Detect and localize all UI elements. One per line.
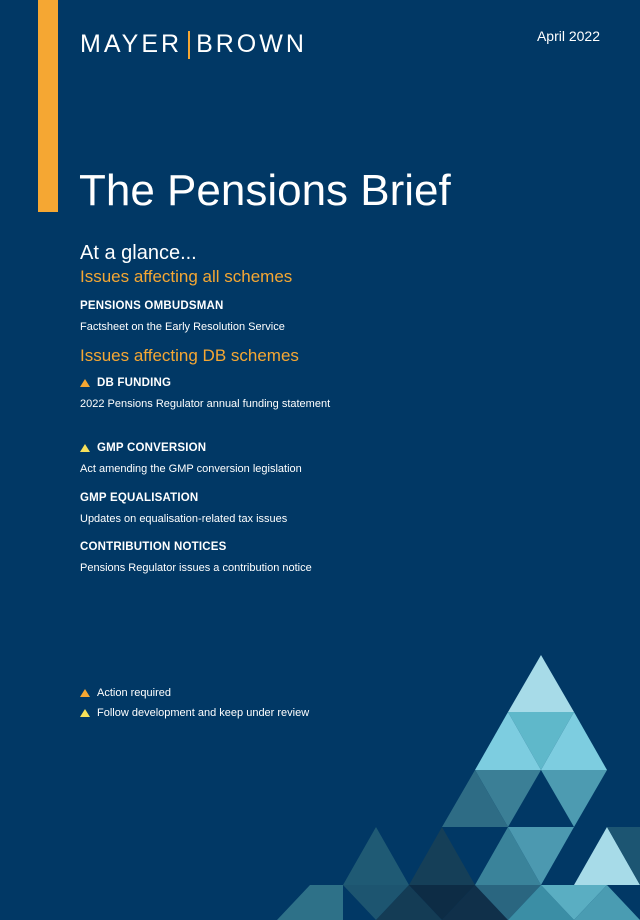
logo-left: MAYER <box>80 30 183 58</box>
item-text: Updates on equalisation-related tax issues <box>80 513 288 525</box>
legend-follow-development: Follow development and keep under review <box>80 707 309 719</box>
item-heading: PENSIONS OMBUDSMAN <box>80 300 224 312</box>
item-heading: GMP CONVERSION <box>97 442 207 454</box>
item-text: Factsheet on the Early Resolution Service <box>80 321 285 333</box>
item-heading: DB FUNDING <box>97 377 172 389</box>
item-heading: CONTRIBUTION NOTICES <box>80 541 227 553</box>
issue-date: April 2022 <box>536 28 600 44</box>
item-text: Pensions Regulator issues a contribution notice <box>80 562 312 574</box>
item-heading: GMP EQUALISATION <box>80 492 199 504</box>
item-text: Act amending the GMP conversion legislation <box>80 463 302 475</box>
logo-right: BROWN <box>196 30 307 58</box>
legend-action-required: Action required <box>80 687 171 699</box>
at-a-glance-heading: At a glance... <box>80 242 197 264</box>
page-title: The Pensions Brief <box>79 166 451 215</box>
section-heading-db-schemes: Issues affecting DB schemes <box>80 346 299 365</box>
section-heading-all-schemes: Issues affecting all schemes <box>80 267 293 286</box>
item-text: 2022 Pensions Regulator annual funding statement <box>80 398 331 410</box>
